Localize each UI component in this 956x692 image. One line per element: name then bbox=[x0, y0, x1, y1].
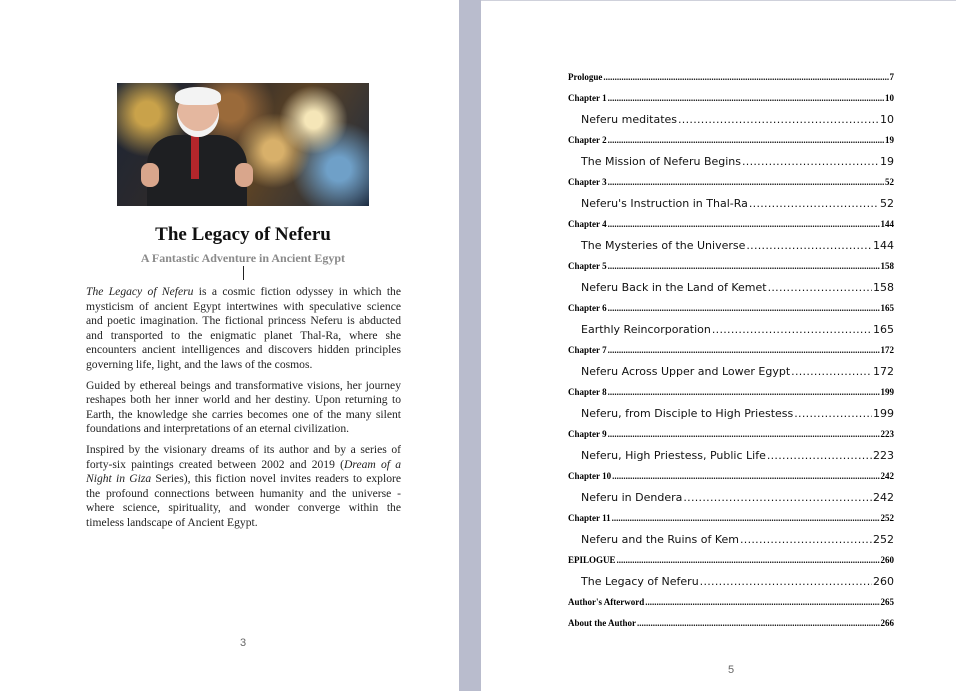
left-page bbox=[0, 0, 459, 691]
photo-figure-hair bbox=[175, 87, 221, 105]
toc-entry-page: 199 bbox=[873, 407, 894, 420]
toc-entry-page: 265 bbox=[880, 597, 894, 607]
toc-entry-label: Chapter 10 bbox=[568, 471, 612, 481]
toc-entry-page: 242 bbox=[873, 491, 894, 504]
toc-entry-page: 144 bbox=[873, 239, 894, 252]
toc-entry-label: Chapter 6 bbox=[568, 303, 607, 313]
toc-entry-label: The Legacy of Neferu bbox=[581, 575, 699, 588]
toc-entry-label: Chapter 3 bbox=[568, 177, 607, 187]
paragraph-3-text-b: Series), this fiction novel invites readers to explore the profound connections between humanity and the universe - where science, spirituality, and wonder converge within the timeless landscape of Ancient Egypt. bbox=[86, 472, 401, 529]
toc-dot-leader bbox=[749, 193, 879, 214]
toc-entry-label: EPILOGUE bbox=[568, 555, 616, 565]
text-cursor bbox=[243, 266, 244, 280]
toc-entry-page: 10 bbox=[885, 93, 894, 103]
toc-dot-leader bbox=[678, 109, 879, 130]
toc-entry-page: 19 bbox=[880, 155, 894, 168]
toc-entry-label: Chapter 9 bbox=[568, 429, 607, 439]
toc-entry-page: 252 bbox=[880, 513, 894, 523]
toc-heading-entry[interactable] bbox=[568, 88, 894, 109]
toc-entry-label: Neferu meditates bbox=[581, 113, 678, 126]
toc-entry-page: 158 bbox=[880, 261, 894, 271]
toc-dot-leader bbox=[608, 172, 884, 193]
toc-heading-entry[interactable] bbox=[568, 256, 894, 277]
toc-entry-page: 260 bbox=[880, 555, 894, 565]
toc-dot-leader bbox=[608, 130, 884, 151]
toc-dot-leader bbox=[612, 508, 880, 529]
toc-dot-leader bbox=[712, 319, 872, 340]
toc-dot-leader bbox=[612, 466, 879, 487]
toc-entry-label: The Mysteries of the Universe bbox=[581, 239, 746, 252]
book-subtitle: A Fantastic Adventure in Ancient Egypt bbox=[140, 251, 346, 265]
toc-entry-label: Prologue bbox=[568, 72, 603, 82]
toc-entry-label: Chapter 7 bbox=[568, 345, 607, 355]
toc-subentry[interactable] bbox=[568, 445, 894, 466]
toc-dot-leader bbox=[683, 487, 872, 508]
toc-dot-leader bbox=[603, 67, 888, 88]
toc-entry-label: Chapter 2 bbox=[568, 135, 607, 145]
toc-dot-leader bbox=[608, 88, 884, 109]
toc-subentry[interactable] bbox=[568, 235, 894, 256]
toc-entry-page: 52 bbox=[885, 177, 894, 187]
toc-heading-entry[interactable] bbox=[568, 592, 894, 613]
toc-entry-label: Neferu's Instruction in Thal-Ra bbox=[581, 197, 748, 210]
toc-entry-label: Chapter 5 bbox=[568, 261, 607, 271]
toc-dot-leader bbox=[768, 277, 872, 298]
title-italic: The Legacy of Neferu bbox=[86, 285, 194, 298]
toc-entry-label: Neferu, High Priestess, Public Life bbox=[581, 449, 766, 462]
description-paragraph-3 bbox=[86, 443, 401, 531]
toc-entry-label: The Mission of Neferu Begins bbox=[581, 155, 741, 168]
toc-dot-leader bbox=[608, 214, 880, 235]
toc-subentry[interactable] bbox=[568, 151, 894, 172]
toc-entry-label: Earthly Reincorporation bbox=[581, 323, 711, 336]
toc-subentry[interactable] bbox=[568, 361, 894, 382]
toc-dot-leader bbox=[700, 571, 872, 592]
table-of-contents bbox=[568, 67, 894, 634]
description-paragraph-2: Guided by ethereal beings and transformative visions, her journey reshapes both her inner world and her destiny. Upon returning to Earth, the knowledge she carries becomes one of the many silent foundations and interpretations of an eternal civilization. bbox=[86, 378, 401, 436]
toc-entry-label: Neferu Back in the Land of Kemet bbox=[581, 281, 767, 294]
toc-subentry[interactable] bbox=[568, 193, 894, 214]
photo-figure-body bbox=[147, 135, 247, 206]
toc-entry-page: 10 bbox=[880, 113, 894, 126]
page-number-left: 3 bbox=[239, 637, 247, 649]
page-number-right: 5 bbox=[727, 664, 735, 676]
toc-dot-leader bbox=[791, 361, 872, 382]
toc-subentry[interactable] bbox=[568, 277, 894, 298]
toc-entry-page: 199 bbox=[880, 387, 894, 397]
toc-subentry[interactable] bbox=[568, 403, 894, 424]
author-photo bbox=[117, 83, 369, 206]
toc-dot-leader bbox=[608, 340, 880, 361]
toc-dot-leader bbox=[617, 550, 880, 571]
toc-dot-leader bbox=[637, 613, 879, 634]
toc-dot-leader bbox=[767, 445, 872, 466]
toc-dot-leader bbox=[608, 256, 880, 277]
photo-thumb-left bbox=[141, 163, 159, 187]
photo-thumb-right bbox=[235, 163, 253, 187]
toc-dot-leader bbox=[742, 151, 879, 172]
toc-heading-entry[interactable] bbox=[568, 172, 894, 193]
toc-entry-page: 158 bbox=[873, 281, 894, 294]
toc-entry-label: Chapter 11 bbox=[568, 513, 611, 523]
toc-heading-entry[interactable] bbox=[568, 298, 894, 319]
toc-entry-page: 172 bbox=[873, 365, 894, 378]
toc-entry-page: 172 bbox=[880, 345, 894, 355]
toc-heading-entry[interactable] bbox=[568, 340, 894, 361]
toc-entry-label: Neferu in Dendera bbox=[581, 491, 683, 504]
toc-subentry[interactable] bbox=[568, 487, 894, 508]
toc-entry-page: 260 bbox=[873, 575, 894, 588]
book-title: The Legacy of Neferu bbox=[155, 224, 331, 245]
toc-entry-label: Chapter 4 bbox=[568, 219, 607, 229]
toc-dot-leader bbox=[794, 403, 872, 424]
toc-subentry[interactable] bbox=[568, 109, 894, 130]
toc-subentry[interactable] bbox=[568, 319, 894, 340]
toc-heading-entry[interactable] bbox=[568, 130, 894, 151]
page-gutter bbox=[459, 0, 481, 691]
toc-entry-label: Author's Afterword bbox=[568, 597, 645, 607]
description-paragraph-1 bbox=[86, 285, 401, 373]
toc-dot-leader bbox=[608, 298, 880, 319]
paragraph-1-text: is a cosmic fiction odyssey in which the mysticism of ancient Egypt intertwines with speculative science and poetic imagination. The fictional princess Neferu is abducted and transported to the enigmatic planet Thal-Ra, where she encounters ancient intelligences and discovers hidden principles governing life, light, and the laws of the cosmos. bbox=[86, 285, 401, 371]
toc-subentry[interactable] bbox=[568, 571, 894, 592]
toc-entry-label: About the Author bbox=[568, 618, 637, 628]
book-description[interactable] bbox=[86, 285, 401, 537]
toc-entry-page: 52 bbox=[880, 197, 894, 210]
toc-entry-label: Neferu, from Disciple to High Priestess bbox=[581, 407, 794, 420]
toc-heading-entry[interactable] bbox=[568, 382, 894, 403]
toc-entry-page: 144 bbox=[880, 219, 894, 229]
toc-entry-label: Neferu Across Upper and Lower Egypt bbox=[581, 365, 791, 378]
toc-entry-page: 165 bbox=[873, 323, 894, 336]
toc-entry-page: 19 bbox=[885, 135, 894, 145]
toc-dot-leader bbox=[608, 424, 880, 445]
toc-entry-page: 7 bbox=[889, 72, 894, 82]
toc-entry-page: 242 bbox=[880, 471, 894, 481]
paragraph-3-text-a: Inspired by the visionary dreams of its author and by a series of forty-six paintings created between 2002 and 2019 ( bbox=[86, 442, 401, 471]
toc-heading-entry[interactable] bbox=[568, 550, 894, 571]
toc-heading-entry[interactable] bbox=[568, 508, 894, 529]
toc-subentry[interactable] bbox=[568, 529, 894, 550]
toc-dot-leader bbox=[645, 592, 879, 613]
toc-entry-page: 252 bbox=[873, 533, 894, 546]
toc-dot-leader bbox=[740, 529, 872, 550]
series-italic: Dream of a Night in Giza bbox=[86, 457, 401, 486]
toc-heading-entry[interactable] bbox=[568, 466, 894, 487]
toc-dot-leader bbox=[608, 382, 880, 403]
toc-entry-page: 223 bbox=[880, 429, 894, 439]
toc-entry-label: Neferu and the Ruins of Kem bbox=[581, 533, 739, 546]
toc-entry-page: 223 bbox=[873, 449, 894, 462]
toc-heading-entry[interactable] bbox=[568, 424, 894, 445]
toc-entry-page: 165 bbox=[880, 303, 894, 313]
toc-heading-entry[interactable] bbox=[568, 613, 894, 634]
toc-entry-page: 266 bbox=[880, 618, 894, 628]
toc-entry-label: Chapter 1 bbox=[568, 93, 607, 103]
toc-heading-entry[interactable] bbox=[568, 67, 894, 88]
toc-heading-entry[interactable] bbox=[568, 214, 894, 235]
toc-dot-leader bbox=[746, 235, 872, 256]
right-page bbox=[481, 0, 956, 692]
toc-entry-label: Chapter 8 bbox=[568, 387, 607, 397]
